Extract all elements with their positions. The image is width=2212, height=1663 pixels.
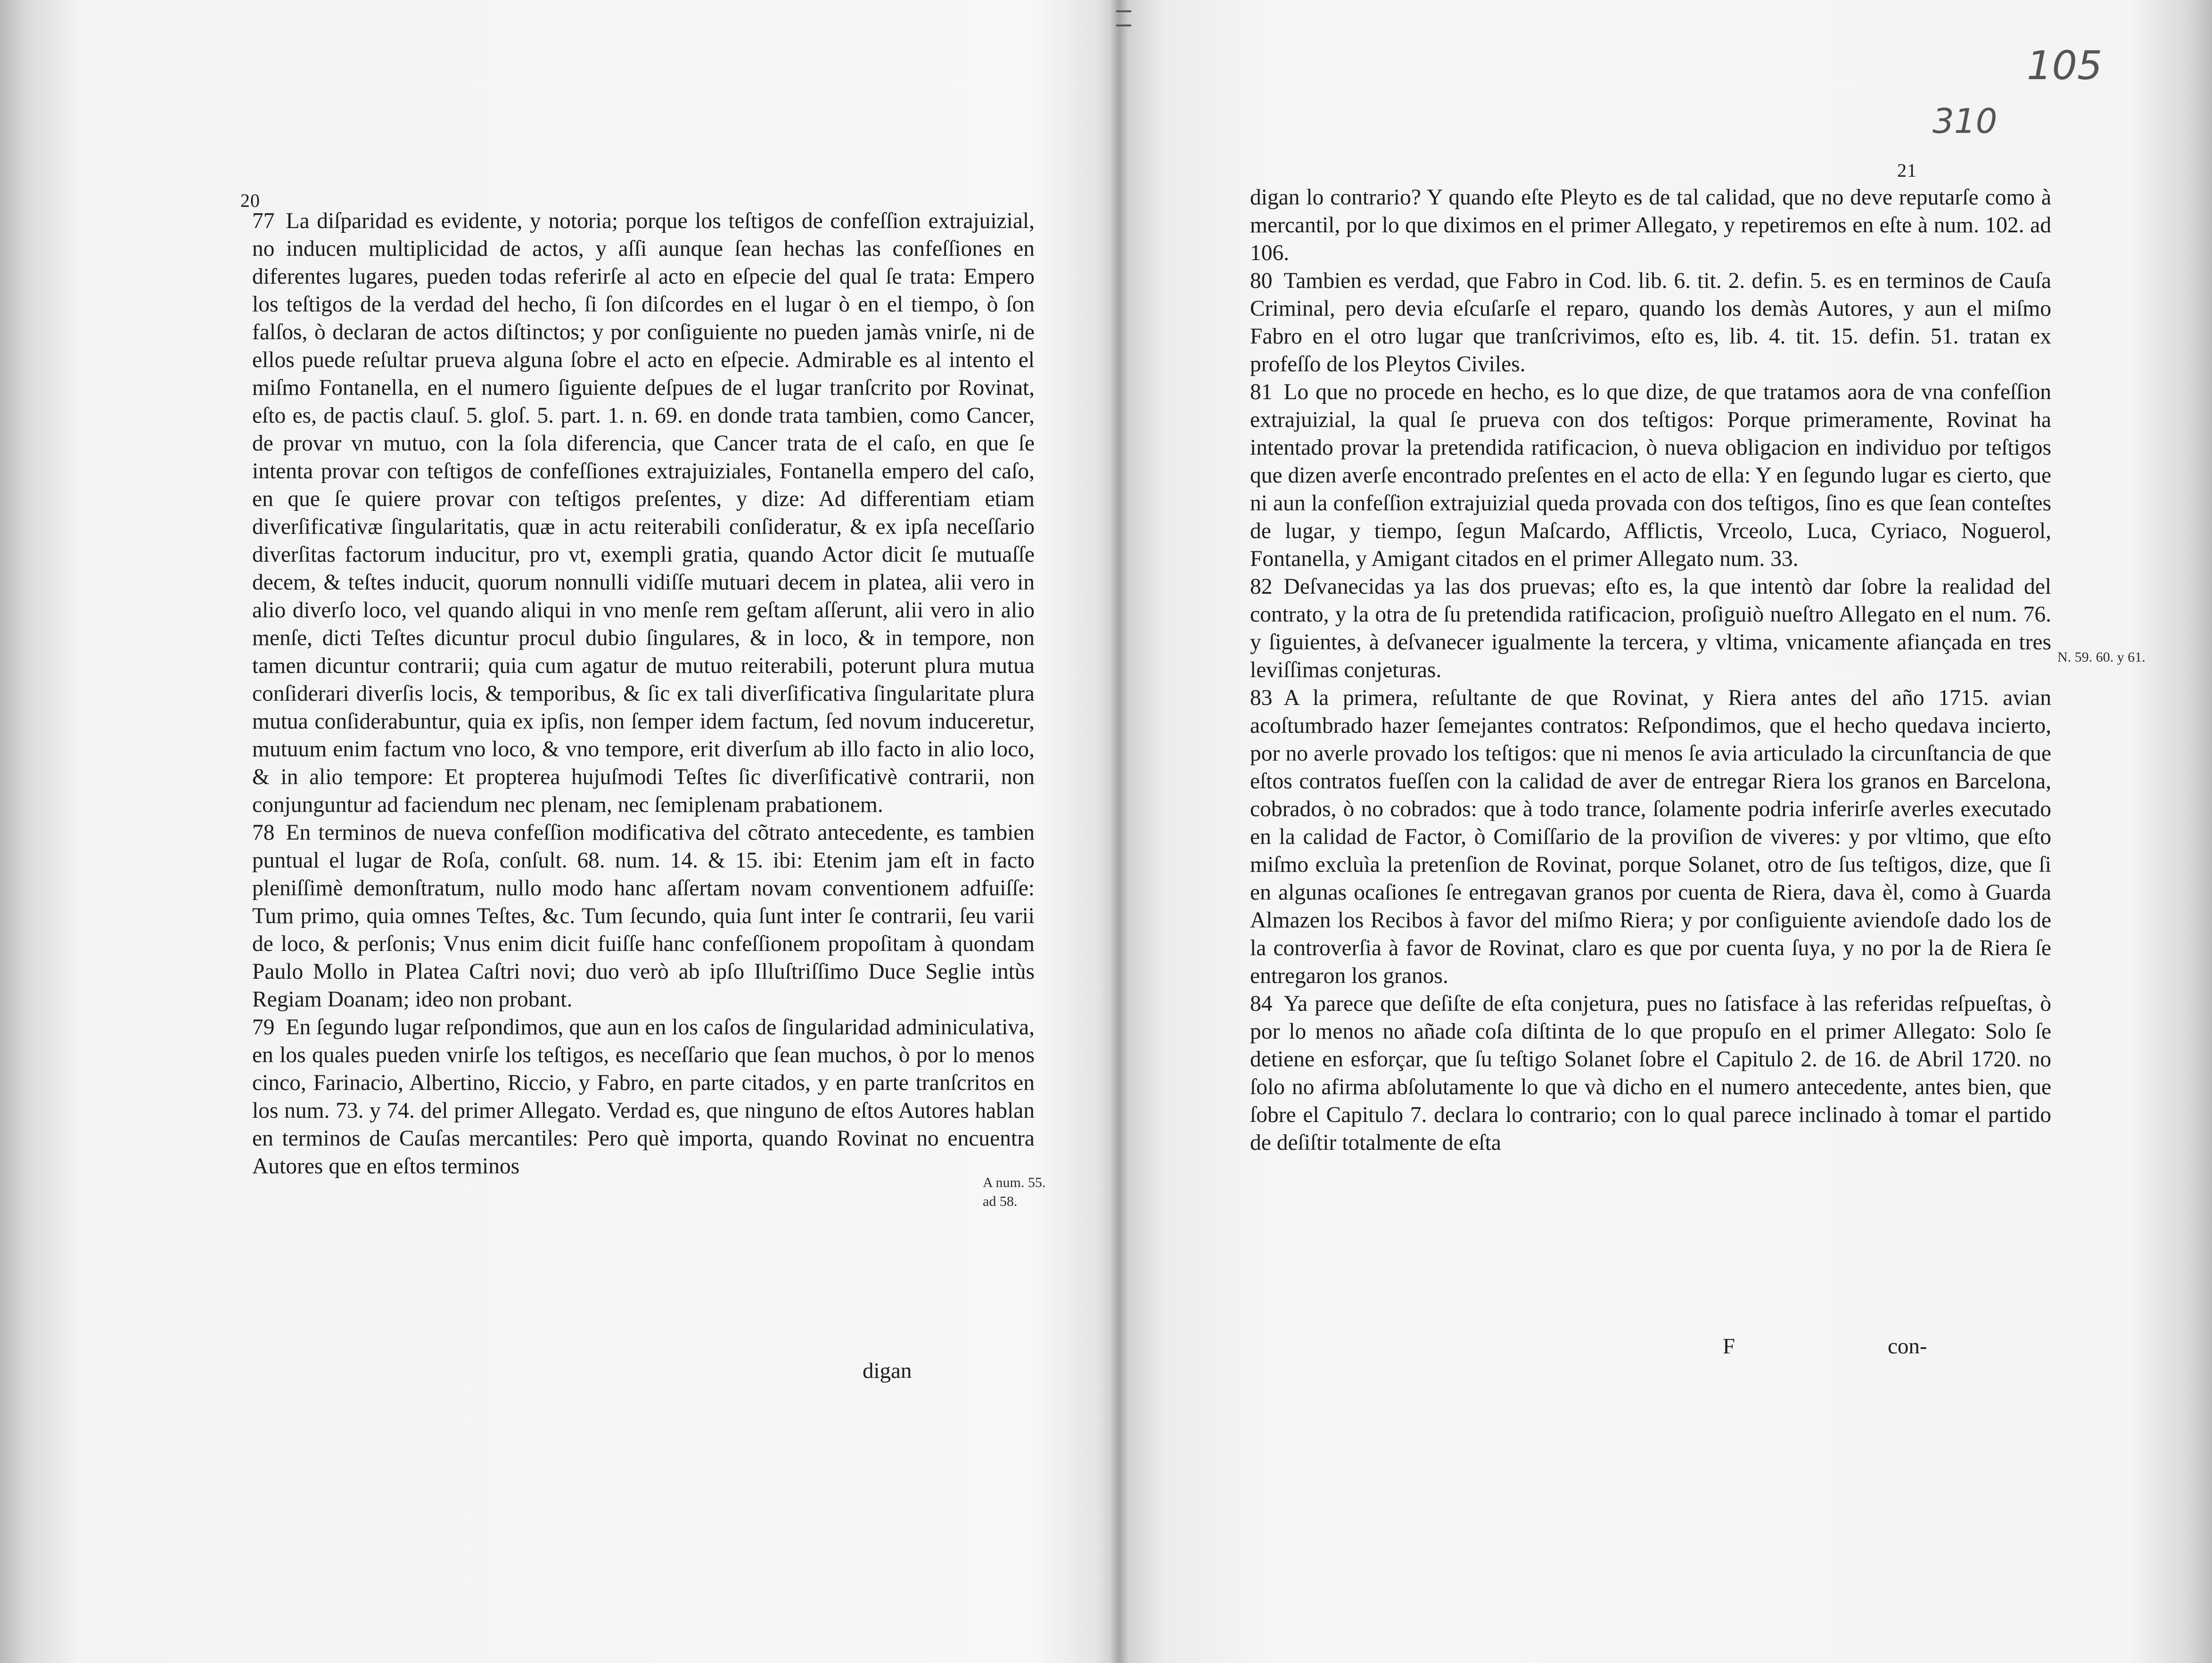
paragraph-number: 80 (1250, 269, 1273, 293)
paragraph-77 (252, 207, 1035, 819)
paragraph-text: digan lo contrario? Y quando eſte Pleyto es de tal calidad, que no deve reputarſe como à mercantil, por lo que diximos en el primer Allegato, y repetiremos en eſte à num. 102. ad 106. (1250, 185, 2051, 265)
gutter-mark-bottom (1116, 25, 1131, 26)
right-page-number: 21 (1897, 160, 1917, 181)
paragraph-number: 78 (252, 820, 275, 845)
paragraph-number: 82 (1250, 574, 1273, 599)
paragraph-80 (1250, 267, 2051, 378)
paragraph-text: Ya parece que deſiſte de eſta conjetura, pues no ſatisface à las referidas reſpueſtas, ò por lo menos no añade coſa diſtinta de lo que propuſo en el primer Allegato: Solo ſe detiene en esforçar, que ſu teſtigo Solanet ſobre el Capitulo 2. de 16. de Abril 1720. no ſolo no afirma abſolutamente lo que và dicho en el numero antecedente, antes bien, que ſobre el Capitulo 7. declara lo contrario; con lo qual parece inclinado à tomar el partido de deſiſtir totalmente de eſta (1250, 991, 2051, 1155)
paragraph-text: A la primera, reſultante de que Rovinat, y Riera antes del año 1715. avian acoſtumbrado hazer ſemejantes contratos: Reſpondimos, que el hecho quedava incierto, por no averle provado los teſtigos: que ni menos ſe avia articulado la circunſtancia de que eſtos contratos fueſſen con la calidad de aver de entregar Riera los granos en Barcelona, cobrados, ò no cobrados: que à todo trance, ſolamente podria inferirſe averles executado en la calidad de Factor, ò Comiſſario de la proviſion de viveres: y por vltimo, que eſto miſmo excluìa la pretenſion de Rovinat, porque Solanet, otro de ſus teſtigos, dize, que ſi en algunas ocaſiones ſe entregavan granos por cuenta de Riera, dava èl, como à Guarda Almazen los Recibos à favor del miſmo Riera; y por conſiguiente aviendoſe dado los de la controverſia à favor de Rovinat, claro es que por cuenta ſuya, y no por la de Riera ſe entregaron los granos. (1250, 686, 2051, 988)
left-margin-note: A num. 55. ad 58. (983, 1175, 1046, 1209)
right-page-text (1250, 184, 2051, 1157)
right-catchword: con- (1888, 1334, 1927, 1359)
paragraph-number: 83 (1250, 686, 1273, 710)
left-catchword: digan (863, 1359, 912, 1383)
paragraph-79 (252, 1014, 1035, 1180)
paragraph-81 (1250, 378, 2051, 573)
paragraph-text: La diſparidad es evidente, y notoria; porque los teſtigos de confeſſion extrajuizial, no inducen multiplicidad de actos, y aſſi aunque ſean hechas las confeſſiones en diferentes lugares, pueden todas referirſe al acto en eſpecie del qual ſe trata: Empero los teſtigos de la verdad del hecho, ſi ſon diſcordes en el lugar ò en el tiempo, ò ſon falſos, ò declaran de actos diſtinctos; y por conſiguiente no pueden jamàs vnirſe, ni de ellos puede reſultar prueva alguna ſobre el acto en eſpecie. Admirable es al intento el miſmo Fontanella, en el numero ſiguiente deſpues de el lugar tranſcrito por Rovinat, eſto es, de pactis clauſ. 5. gloſ. 5. part. 1. n. 69. en donde trata tambien, como Cancer, de provar vn mutuo, con la ſola diferencia, que Cancer trata de el caſo, en que ſe intenta provar con teſtigos de confeſſiones extrajuiziales, Fontanella empero del caſo, en que ſe quiere provar con teſtigos preſentes, y dize: Ad differentiam etiam diverſificativæ ſingularitatis, quæ in actu reiterabili conſideratur, & ex ipſa neceſſario diverſitas factorum inducitur, pro vt, exempli gratia, quando Actor dicit ſe mutuaſſe decem, & teſtes inducit, quorum nonnulli vidiſſe mutuari decem in platea, alii vero in alio diverſo loco, vel quando aliqui in vno menſe rem geſtam aſſerunt, alii vero in alio menſe, dicti Teſtes dicuntur procul dubio ſingulares, & in loco, & in tempore, non tamen dicuntur contrarii; quia cum agatur de mutuo reiterabili, poterunt plura mutua conſiderari diverſis locis, & temporibus, & ſic ex tali diverſificativa ſingularitate plura mutua conſiderabuntur, quia ex ipſis, non ſemper idem factum, ſed novum induceretur, mutuum enim factum vno loco, & vno tempore, erit diverſum ab illo facto in alio loco, & in alio tempore: Et propterea hujuſmodi Teſtes ſic diverſificativè contrarii, non conjunguntur ad faciendum nec plenam, nec ſemiplenam prabationem. (252, 209, 1035, 817)
handwritten-folio-105: 105 (2027, 42, 2103, 89)
signature-mark: F (1723, 1334, 1735, 1359)
left-page-number: 20 (240, 190, 260, 211)
paragraph-text: Deſvanecidas ya las dos pruevas; eſto es, la que intentò dar ſobre la realidad del contrato, y la otra de ſu pretendida ratificacion, proſiguiò nueſtro Allegato en el num. 76. y ſiguientes, à deſvanecer igualmente la tercera, y vltima, vnicamente afiançada en tres leviſſimas conjeturas. (1250, 574, 2051, 682)
paragraph-84 (1250, 990, 2051, 1157)
paragraph-number: 77 (252, 209, 275, 233)
paragraph-text: En terminos de nueva confeſſion modificativa del cõtrato antecedente, es tambien puntual el lugar de Roſa, conſult. 68. num. 14. & 15. ibi: Etenim jam eſt in facto pleniſſimè demonſtratum, nullo modo hanc aſſertam novam conventionem adfuiſſe: Tum primo, quia omnes Teſtes, &c. Tum ſecundo, quia ſunt inter ſe contrarii, ſeu varii de loco, & perſonis; Vnus enim dicit fuiſſe hanc confeſſionem propoſitam à quondam Paulo Mollo in Platea Caſtri novi; duo verò ab ipſo Illuſtriſſimo Duce Seglie intùs Regiam Doanam; ideo non probant. (252, 820, 1035, 1012)
paragraph-number: 81 (1250, 380, 1273, 404)
paragraph-text: Tambien es verdad, que Fabro in Cod. lib. 6. tit. 2. defin. 5. es en terminos de Cauſa Criminal, pero devia eſcuſarſe el reparo, quando los demàs Autores, y aun el miſmo Fabro en el otro lugar que tranſcrivimos, eſto es, lib. 4. tit. 15. defin. 51. tratan ex profeſſo de los Pleytos Civiles. (1250, 269, 2051, 377)
paragraph-text: Lo que no procede en hecho, es lo que dize, de que tratamos aora de vna confeſſion extrajuizial, la qual ſe prueva con dos teſtigos: Porque primeramente, Rovinat ha intentado provar la pretendida ratificacion, ò nueva obligacion en individuo por teſtigos que dizen averſe encontrado preſentes en el acto de ella: Y en ſegundo lugar es cierto, que ni aun la confeſſion extrajuizial queda provada con dos teſtigos, ſino es que ſean conteſtes de lugar, y tiempo, ſegun Maſcardo, Afflictis, Vrceolo, Luca, Cyriaco, Noguerol, Fontanella, y Amigant citados en el primer Allegato num. 33. (1250, 380, 2051, 571)
right-page (1131, 0, 2178, 1663)
left-page-text (252, 207, 1035, 1180)
paragraph-79-continued (1250, 184, 2051, 267)
paragraph-82 (1250, 573, 2051, 684)
book-gutter (1110, 0, 1129, 1663)
paragraph-number: 79 (252, 1015, 275, 1040)
gutter-mark-top (1116, 10, 1131, 12)
paragraph-83 (1250, 684, 2051, 990)
paragraph-number: 84 (1250, 991, 1273, 1016)
handwritten-folio-310: 310 (1932, 101, 1998, 141)
paragraph-78 (252, 819, 1035, 1014)
paragraph-text: En ſegundo lugar reſpondimos, que aun en los caſos de ſingularidad adminiculativa, en los quales pueden vnirſe los teſtigos, es neceſſario que ſean muchos, ò por lo menos cinco, Farinacio, Albertino, Riccio, y Fabro, en parte citados, y en parte tranſcritos en los num. 73. y 74. del primer Allegato. Verdad es, que ninguno de eſtos Autores hablan en terminos de Cauſas mercantiles: Pero què importa, quando Rovinat no encuentra Autores que en eſtos terminos (252, 1015, 1035, 1179)
right-margin-note: N. 59. 60. y 61. (2057, 649, 2146, 665)
left-page (75, 0, 1112, 1663)
